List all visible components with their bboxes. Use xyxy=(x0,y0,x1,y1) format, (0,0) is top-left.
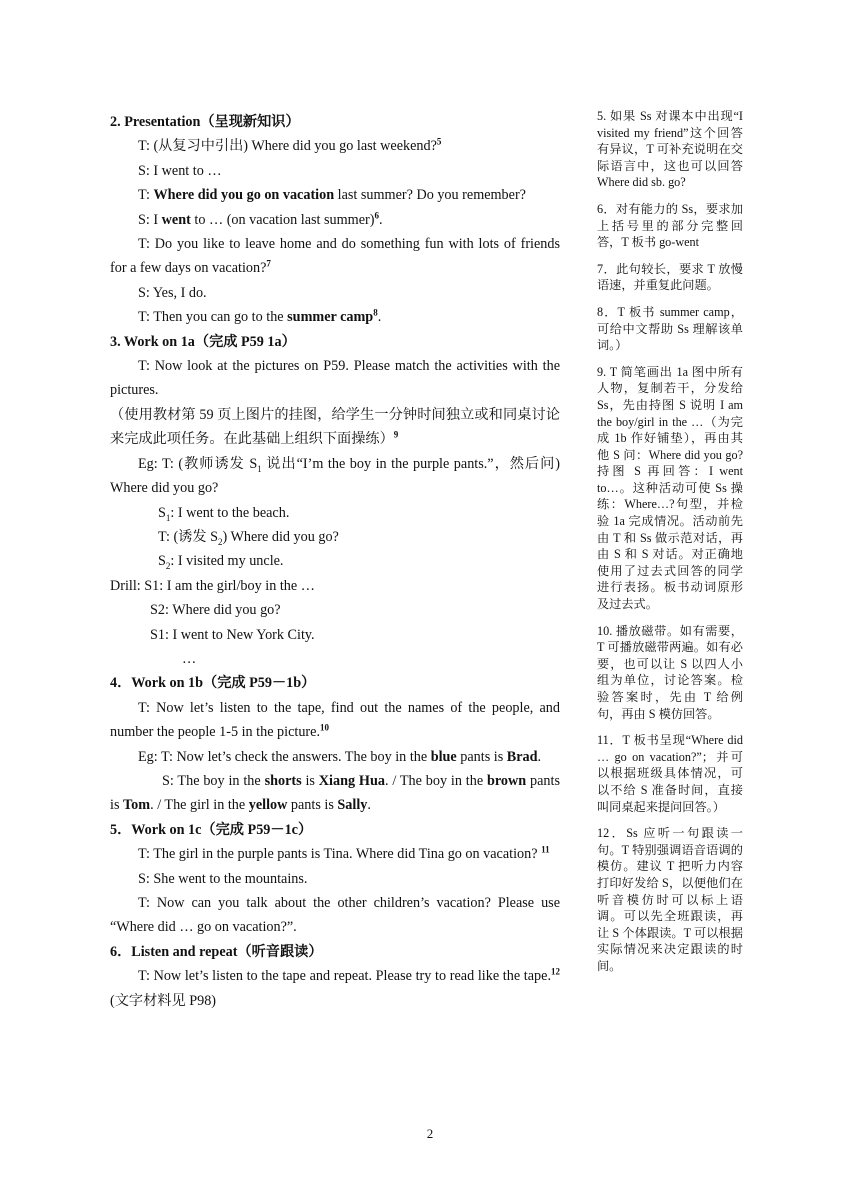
heading-presentation: 2. Presentation（呈现新知识） xyxy=(110,114,300,130)
dialogue-line: T: The girl in the purple pants is Tina. Where did Tina go on vacation? $^{11}$ xyxy=(138,844,550,863)
margin-note-8: 8．T 板书 summer camp，可给中文帮助 Ss 理解该单词。） xyxy=(597,304,743,353)
dialogue-line: S: She went to the mountains. xyxy=(138,870,308,887)
heading-work-1a: 3. Work on 1a（完成 P59 1a） xyxy=(110,333,296,350)
dialogue-line: $S_1$: I went to the beach. xyxy=(158,504,290,523)
drill-ellipsis: … xyxy=(182,650,197,667)
heading-work-1c: 5．Work on 1c（完成 P59－1c） xyxy=(110,821,313,838)
margin-note-12: 12．Ss 应听一句跟读一句。T 特别强调语音语调的模仿。建议 T 把听力内容打印好发给 S，以便他们在听音模仿时可以标上语调。可以先全班跟读，再让 S 个体跟读。T 可以根据实际情况来决定跟读的时间。 xyxy=(597,826,743,973)
dialogue-line: T: Now can you talk about the other children’s vacation? Please use “Where did … go on vacation?”. xyxy=(110,895,560,936)
margin-note-7: 7．此句较长，要求 T 放慢语速，并重复此问题。 xyxy=(597,261,743,293)
dialogue-line: T: (从复习中引出) Where did you go last weekend?$^5$ xyxy=(138,136,442,155)
margin-note-10: 10. 播放磁带。如有需要，T 可播放磁带两遍。如有必要，也可以让 S 以四人小组为单位，讨论答案。检验答案时，先由 T 给例句，再由 S 模仿回答。 xyxy=(597,623,743,721)
dialogue-line: T: Now let’s listen to the tape, find out the names of the people, and number the people 1-5 in the picture.$^{10}$ xyxy=(110,699,560,741)
margin-note-5: 5. 如果 Ss 对课本中出现“I visited my friend”这个回答有异议，T 可补充说明在交际语言中，这也可以回答 Where did sb. go? xyxy=(597,109,743,190)
dialogue-line: T: (诱发 $S_2$) Where did you go? xyxy=(158,528,339,547)
dialogue-line: T: Where did you go on vacation last summer? Do you remember? xyxy=(138,187,526,204)
dialogue-line: S: I went to … xyxy=(138,162,222,179)
dialogue-line: $S_2$: I visited my uncle. xyxy=(158,553,284,572)
dialogue-line: Eg: T: Now let’s check the answers. The boy in the blue pants is Brad. xyxy=(138,748,542,765)
page-number: 2 xyxy=(426,1126,434,1141)
drill-line: S1: I went to New York City. xyxy=(150,626,315,643)
main-column xyxy=(110,110,560,1013)
dialogue-line: S: I went to … (on vacation last summer)$^6$. xyxy=(138,209,383,228)
margin-note-11: 11．T 板书呈现“Where did … go on vacation?”；并可以根据班级具体情况，可以不给 S 准备时间，直接叫同桌起来提问回答。） xyxy=(597,733,743,814)
dialogue-line: T: Now look at the pictures on P59. Please match the activities with the pictures. xyxy=(110,358,560,399)
heading-listen-repeat: 6．Listen and repeat（听音跟读） xyxy=(110,943,323,960)
instruction-note: （使用教材第 59 页上图片的挂图，给学生一分钟时间独立或和同桌讨论来完成此项任务。在此基础上组织下面操练）$^9$ xyxy=(110,406,560,448)
margin-note-9: 9. T 简笔画出 1a 图中所有人物，复制若干，分发给 Ss，先由持图 S 说明 I am the boy/girl in the …（为完成 1b 作好铺垫），再由其他 S 问：Where did you go? 持图 S 再回答：I went to…。这种活动可使 Ss 操练：Where…?句型，并检验 1a 完成情况。活动前先由 T 和 Ss 做示范对话，再由 S 和 S 对话。对正确地使用了过去式回答的同学进行表扬。板书动词原形及过去式。 xyxy=(597,364,743,612)
drill-line: S2: Where did you go? xyxy=(150,602,281,619)
margin-notes xyxy=(597,108,743,985)
dialogue-line: T: Do you like to leave home and do something fun with lots of friends for a few days on vacation?$^7$ xyxy=(110,236,560,277)
margin-note-6: 6．对有能力的 Ss，要求加上括号里的部分完整回答，T 板书 go-went xyxy=(597,201,743,250)
dialogue-line: S: The boy in the shorts is Xiang Hua. / The boy in the brown pants is Tom. / The girl in the yellow pants is Sally. xyxy=(110,772,560,814)
drill-line: Drill: S1: I am the girl/boy in the … xyxy=(110,577,315,594)
dialogue-line: T: Now let’s listen to the tape and repeat. Please try to read like the tape.$^{12}$ (文字材料见 P98) xyxy=(110,966,560,1009)
dialogue-line: Eg: T: (教师诱发 $S_1$ 说出“I’m the boy in the purple pants.”，然后问) Where did you go? xyxy=(110,455,560,497)
heading-work-1b: 4．Work on 1b（完成 P59－1b） xyxy=(110,675,316,692)
dialogue-line: S: Yes, I do. xyxy=(138,284,207,301)
dialogue-line: T: Then you can go to the summer camp$^8$. xyxy=(138,307,382,326)
